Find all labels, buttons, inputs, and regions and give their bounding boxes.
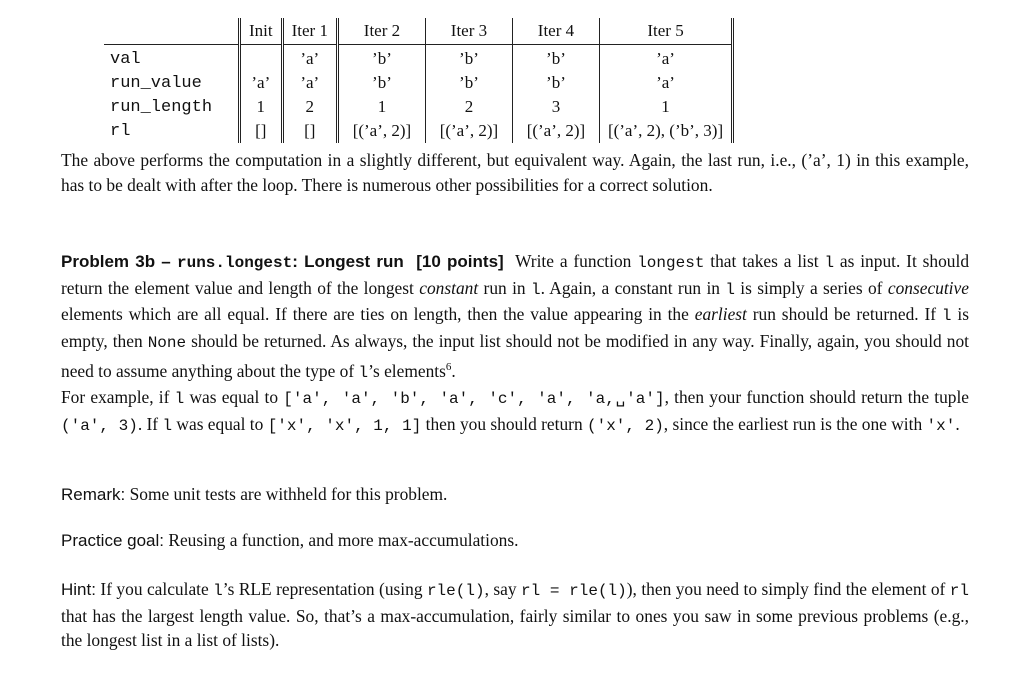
table-cell: ’a’ <box>282 71 337 95</box>
text: then you should return <box>421 413 587 434</box>
code-inline: rl = rle(l) <box>520 582 627 600</box>
goal-paragraph <box>61 528 969 554</box>
text: , then your function should return the tuple <box>664 387 970 407</box>
text: is empty, then <box>61 304 969 351</box>
problem-points: [10 points] <box>416 252 504 271</box>
row-label: run_length <box>110 97 213 117</box>
emphasis: earliest <box>694 304 747 324</box>
code-inline: l <box>725 280 735 299</box>
table-cell: ’b’ <box>337 71 425 95</box>
text: . If <box>137 413 163 434</box>
row-label: run_value <box>110 73 202 93</box>
hint-paragraph <box>61 577 969 653</box>
header-init: Init <box>240 18 283 45</box>
example-paragraph <box>61 385 969 438</box>
code-inline: None <box>147 333 187 352</box>
table-cell: ’b’ <box>425 45 512 72</box>
text: as input. It should return the element value and length of the longest <box>61 251 970 298</box>
text: If you calculate <box>95 579 214 599</box>
footnote-marker[interactable]: 6 <box>445 361 452 373</box>
table-cell: [(’a’, 2)] <box>425 119 512 143</box>
table-cell: [(’a’, 2), (’b’, 3)] <box>599 119 732 143</box>
code-inline: ['a', 'a', 'b', 'a', 'c', 'a', 'a,␣'a'] <box>283 390 665 408</box>
table-cell: 3 <box>512 95 599 119</box>
code-inline: l <box>530 280 541 299</box>
table-cell: ’a’ <box>282 45 337 72</box>
table-cell: ’b’ <box>512 71 599 95</box>
code-inline: ['x', 'x', 1, 1] <box>267 416 422 435</box>
text: For example, if <box>61 387 175 407</box>
explanation-text: The above performs the computation in a slightly different, but equivalent way. Again, the last run, i.e., (’a’, 1) in this example, has to be dealt with after the loop. There is numerous other possibilities for a correct solution. <box>61 150 969 195</box>
emphasis: constant <box>419 277 479 298</box>
table-cell: 1 <box>240 95 283 119</box>
text: should be returned. As always, the input list should not be modified in any way. Finally, again, you should not need to assume anything about the type of <box>61 330 969 381</box>
table-cell: ’b’ <box>425 71 512 95</box>
table-cell: [] <box>240 119 283 143</box>
code-inline: ('a', 3) <box>61 416 138 435</box>
code-inline: 'x' <box>926 416 956 435</box>
table-cell: ’a’ <box>599 45 732 72</box>
table-row <box>104 71 733 95</box>
text: is simply a series of <box>734 277 888 298</box>
code-inline: l <box>941 307 952 325</box>
problem-heading-prefix: Problem 3b – <box>61 252 177 271</box>
text: . Again, a constant run in <box>540 277 726 298</box>
text: , since the earliest run is the one with <box>663 413 927 434</box>
hint-label: Hint: <box>61 580 96 599</box>
text: elements which are all equal. If there are ties on length, then the value appearing in the <box>61 304 695 324</box>
text: run in <box>478 277 531 298</box>
table-cell: [(’a’, 2)] <box>512 119 599 143</box>
code-inline: l <box>824 254 835 272</box>
remark-label: Remark: <box>61 485 126 504</box>
table-row <box>104 45 733 72</box>
text: ’s RLE representation (using <box>222 579 427 599</box>
table-cell: 2 <box>282 95 337 119</box>
text: was equal to <box>184 387 284 407</box>
explanation-paragraph <box>61 148 969 197</box>
code-inline: l <box>174 390 185 408</box>
remark-paragraph <box>61 482 969 508</box>
header-iter4: Iter 4 <box>512 18 599 45</box>
table-row <box>104 95 733 119</box>
trace-table <box>104 18 734 143</box>
header-iter3: Iter 3 <box>425 18 512 45</box>
text: . <box>955 413 960 434</box>
code-inline: ('x', 2) <box>586 416 664 435</box>
text: that has the largest length value. So, that’s a max-accumulation, fairly similar to ones you saw in some previous problems (e.g., the longest list in a list of lists). <box>61 605 969 650</box>
remark-text: Some unit tests are withheld for this problem. <box>125 484 448 504</box>
text: was equal to <box>172 413 268 434</box>
table-cell: [(’a’, 2)] <box>337 119 425 143</box>
code-inline: rle(l) <box>426 582 485 600</box>
code-inline: l <box>213 582 223 600</box>
table-cell: ’a’ <box>240 71 283 95</box>
table-cell: 1 <box>599 95 732 119</box>
emphasis: consecutive <box>887 277 969 298</box>
table-cell: ’b’ <box>512 45 599 72</box>
row-label: rl <box>110 121 131 141</box>
table-cell: [] <box>282 119 337 143</box>
code-inline: longest <box>637 254 705 272</box>
goal-label: Practice goal: <box>61 531 164 550</box>
table-cell: ’b’ <box>337 45 425 72</box>
header-iter1: Iter 1 <box>282 18 337 45</box>
table-cell <box>240 45 283 72</box>
code-inline: l <box>358 363 369 382</box>
text: . <box>451 360 456 381</box>
text: Write a function <box>515 251 638 271</box>
table-header-row <box>104 18 733 45</box>
table-cell: 2 <box>425 95 512 119</box>
text: ), then you need to simply find the element of <box>626 579 950 599</box>
table-cell: ’a’ <box>599 71 732 95</box>
table-row <box>104 119 733 143</box>
text: , say <box>484 579 521 599</box>
text: ’s elements <box>368 360 446 381</box>
code-inline: l <box>162 416 173 435</box>
text: run should be returned. If <box>746 304 942 324</box>
header-iter2: Iter 2 <box>337 18 425 45</box>
text: that takes a list <box>704 251 825 271</box>
row-label: val <box>110 49 141 69</box>
problem-heading <box>61 252 504 271</box>
goal-text: Reusing a function, and more max-accumulations. <box>164 530 519 550</box>
problem-heading-code: runs.longest <box>176 254 293 272</box>
problem-heading-title: : Longest run <box>292 252 404 271</box>
table-cell: 1 <box>337 95 425 119</box>
problem-paragraph <box>61 249 969 385</box>
code-inline: rl <box>949 582 969 600</box>
header-iter5: Iter 5 <box>599 18 732 45</box>
table-corner <box>104 18 240 45</box>
